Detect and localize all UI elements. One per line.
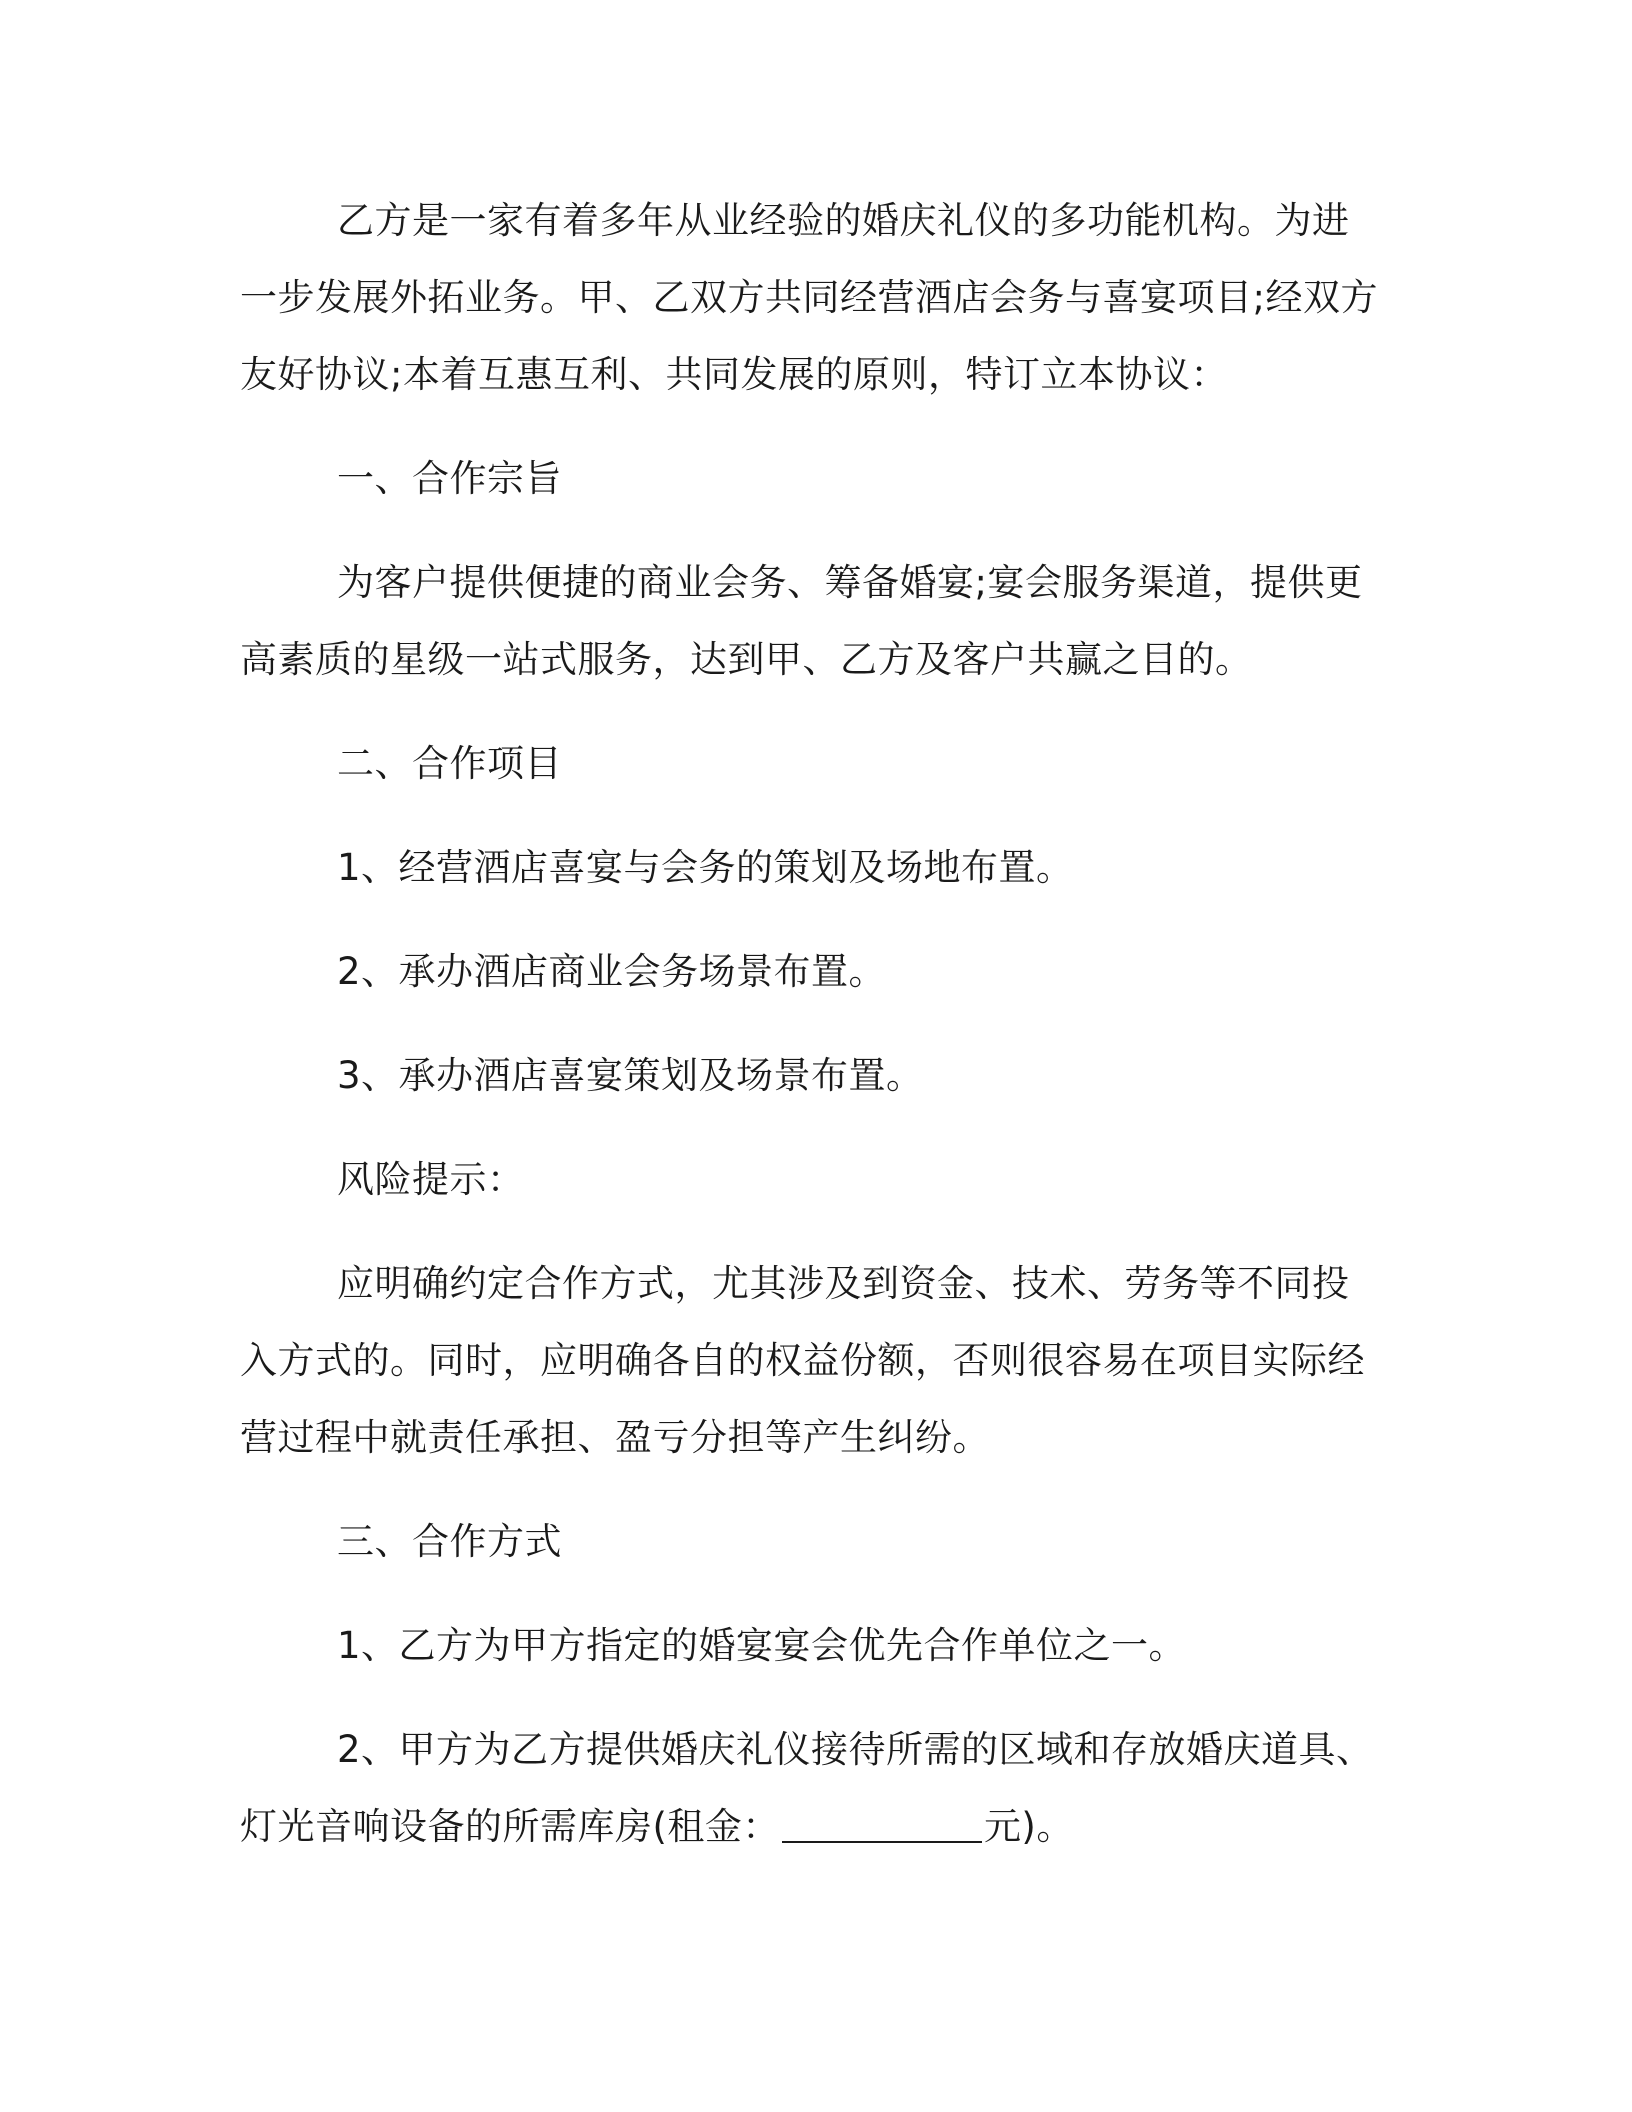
rent-blank-line <box>782 1811 982 1843</box>
rent-unit: 元)。 <box>983 1805 1074 1848</box>
project-item: 3、承办酒店喜宴策划及场景布置。 <box>337 1054 924 1097</box>
section-heading-purpose: 一、合作宗旨 <box>337 457 562 500</box>
section-heading-projects: 二、合作项目 <box>337 742 562 785</box>
project-item: 2、承办酒店商业会务场景布置。 <box>337 950 887 993</box>
document-page <box>240 182 1380 1865</box>
purpose-paragraph: 为客户提供便捷的商业会务、筹备婚宴;宴会服务渠道，提供更高素质的星级一站式服务，达到甲、乙方及客户共赢之目的。 <box>240 561 1363 681</box>
risk-heading: 风险提示： <box>337 1158 525 1201</box>
project-item: 1、经营酒店喜宴与会务的策划及场地布置。 <box>337 846 1074 889</box>
method-item: 1、乙方为甲方指定的婚宴宴会优先合作单位之一。 <box>337 1624 1187 1667</box>
intro-paragraph: 乙方是一家有着多年从业经验的婚庆礼仪的多功能机构。为进一步发展外拓业务。甲、乙双方共同经营酒店会务与喜宴项目;经双方友好协议;本着互惠互利、共同发展的原则，特订立本协议： <box>240 199 1378 396</box>
method-item-rent <box>240 1711 1380 1865</box>
rent-text: 2、甲方为乙方提供婚庆礼仪接待所需的区域和存放婚庆道具、灯光音响设备的所需库房(租金： <box>240 1728 1374 1848</box>
risk-paragraph: 应明确约定合作方式，尤其涉及到资金、技术、劳务等不同投入方式的。同时，应明确各自的权益份额，否则很容易在项目实际经营过程中就责任承担、盈亏分担等产生纠纷。 <box>240 1262 1365 1459</box>
section-heading-method: 三、合作方式 <box>337 1520 562 1563</box>
